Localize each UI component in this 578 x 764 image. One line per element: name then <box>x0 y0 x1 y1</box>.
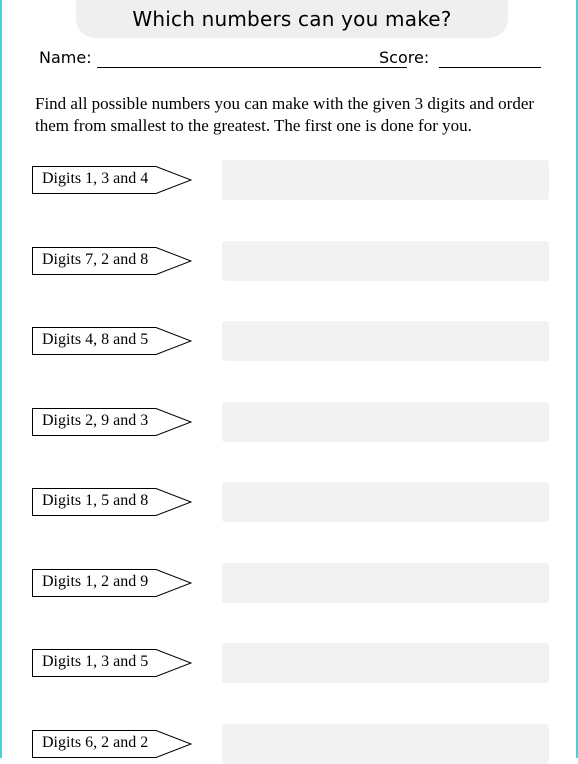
digits-arrow-tag <box>32 569 192 597</box>
digits-arrow-tag <box>32 649 192 677</box>
digits-arrow-tag <box>32 166 192 194</box>
question-row <box>0 321 578 361</box>
digits-label: Digits 1, 3 and 5 <box>42 653 149 670</box>
answer-box[interactable] <box>222 563 549 603</box>
digits-label: Digits 1, 3 and 4 <box>42 170 149 187</box>
question-row <box>0 241 578 281</box>
digits-label: Digits 1, 5 and 8 <box>42 492 149 509</box>
score-label: Score: <box>379 48 430 67</box>
digits-label: Digits 2, 9 and 3 <box>42 411 149 429</box>
question-row <box>0 643 578 683</box>
digits-arrow-tag <box>32 730 192 758</box>
name-label: Name: <box>39 48 92 67</box>
instructions-text: Find all possible numbers you can make with the given 3 digits and order them from smallest to the greatest. The first one is done for you. <box>35 94 535 135</box>
answer-box[interactable] <box>222 482 549 522</box>
answer-box[interactable] <box>222 402 549 442</box>
digits-arrow-tag <box>32 327 192 355</box>
question-row <box>0 563 578 603</box>
digits-label: Digits 4, 8 and 5 <box>42 331 149 348</box>
digits-arrow-tag <box>32 488 192 516</box>
question-row <box>0 402 578 442</box>
digits-label: Digits 6, 2 and 2 <box>42 733 149 751</box>
answer-box[interactable] <box>222 643 549 683</box>
digits-label: Digits 7, 2 and 8 <box>42 250 149 268</box>
answer-box[interactable] <box>222 160 549 200</box>
worksheet-title: Which numbers can you make? <box>132 7 452 31</box>
answer-box[interactable] <box>222 321 549 361</box>
digits-arrow-tag <box>32 408 192 436</box>
digits-label: Digits 1, 2 and 9 <box>42 572 149 590</box>
answer-box[interactable] <box>222 241 549 281</box>
digits-arrow-tag <box>32 247 192 275</box>
question-row <box>0 482 578 522</box>
question-row <box>0 160 578 200</box>
